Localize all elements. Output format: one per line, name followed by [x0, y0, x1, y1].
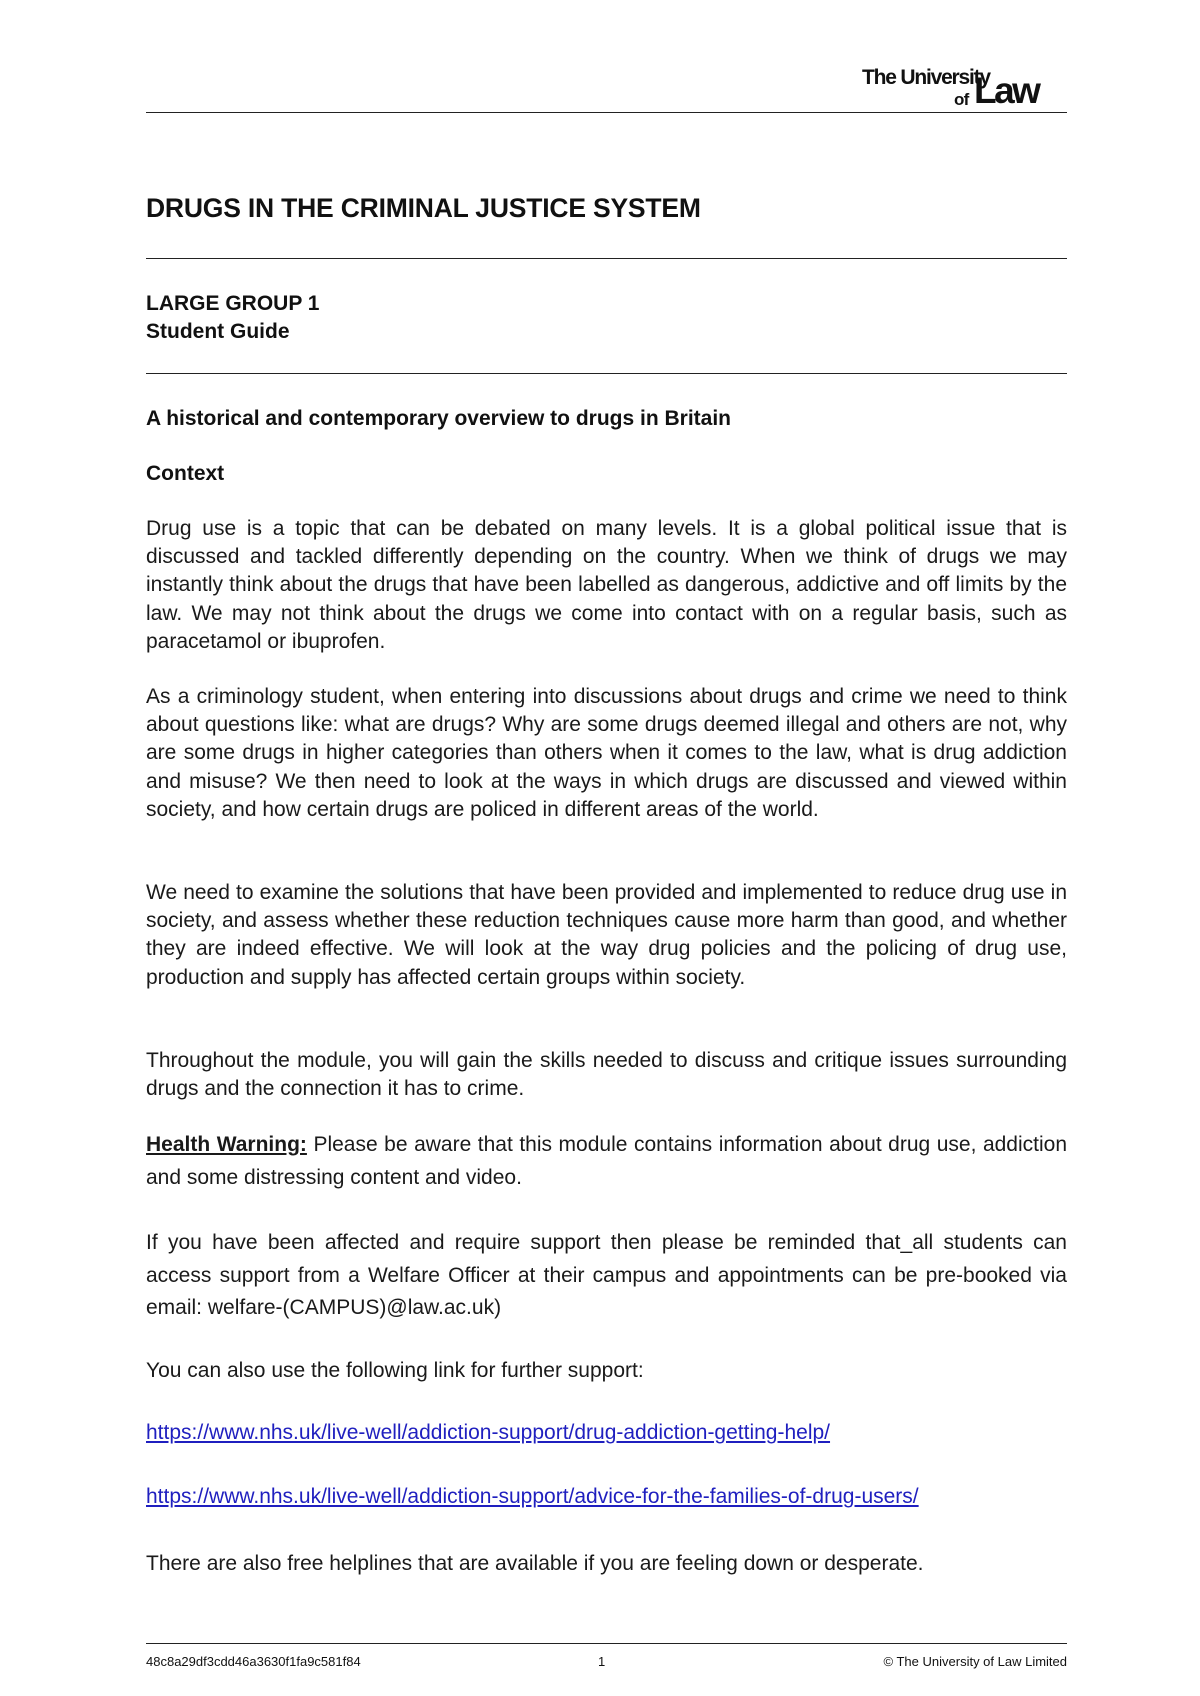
document-title: DRUGS IN THE CRIMINAL JUSTICE SYSTEM — [146, 193, 701, 223]
nhs-link-getting-help[interactable]: https://www.nhs.uk/live-well/addiction-support/drug-addiction-getting-help/ — [146, 1421, 831, 1444]
health-warning-text: Please be aware that this module contains information about drug use, addiction and some distressing content and video. — [146, 1133, 1068, 1189]
logo-line-1: The University — [862, 66, 990, 89]
paragraph-4: Throughout the module, you will gain the skills needed to discuss and critique issues surrounding drugs and the connection it has to crime. — [146, 1049, 1067, 1101]
paragraph-3: We need to examine the solutions that have been provided and implemented to reduce drug use in society, and assess whether these reduction techniques cause more harm than good, and whether they are indeed effective. We will look at the way drug policies and the policing of drug use, production and supply has affected certain groups within society. — [146, 881, 1067, 989]
health-warning-label: Health Warning: — [146, 1133, 307, 1156]
closing-paragraph: There are also free helplines that are available if you are feeling down or desperate. — [146, 1552, 924, 1575]
footer-document-id: 48c8a29df3cdd46a3630f1fa9c581f84 — [146, 1654, 361, 1669]
header-divider — [146, 112, 1067, 113]
footer-copyright: © The University of Law Limited — [883, 1654, 1067, 1669]
nhs-link-2-row — [146, 1485, 1067, 1509]
context-heading: Context — [146, 462, 225, 485]
subtitle-divider — [146, 373, 1067, 374]
nhs-link-families[interactable]: https://www.nhs.uk/live-well/addiction-support/advice-for-the-families-of-drug-users/ — [146, 1485, 919, 1508]
section-heading: A historical and contemporary overview to drugs in Britain — [146, 407, 732, 430]
subtitle-line-1: LARGE GROUP 1 — [146, 292, 320, 315]
footer-divider — [146, 1643, 1067, 1644]
paragraph-2: As a criminology student, when entering into discussions about drugs and crime we need to think about questions like: what are drugs? Why are some drugs deemed illegal and others are not, why are some drugs in higher categories than others when it comes to the law, what is drug addiction and misuse? We then need to look at the ways in which drugs are discussed and viewed within society, and how certain drugs are policed in different areas of the world. — [146, 685, 1067, 821]
title-divider — [146, 258, 1067, 259]
nhs-link-1-row — [146, 1421, 1067, 1445]
logo-line-3: Law — [974, 70, 1039, 111]
health-warning — [146, 1129, 1067, 1194]
paragraph-1: Drug use is a topic that can be debated on many levels. It is a global political issue that is discussed and tackled differently depending on the country. When we think of drugs we may instantly think about the drugs that have been labelled as dangerous, addictive and off limits by the law. We may not think about the drugs we come into contact with on a regular basis, such as paracetamol or ibuprofen. — [146, 517, 1067, 653]
link-intro: You can also use the following link for further support: — [146, 1359, 644, 1382]
university-logo — [862, 64, 1072, 110]
subtitle-line-2: Student Guide — [146, 320, 290, 343]
footer-page-number: 1 — [598, 1654, 606, 1669]
logo-line-2: of — [954, 90, 969, 109]
support-paragraph: If you have been affected and require support then please be reminded that_all students can access support from a Welfare Officer at their campus and appointments can be pre-booked via email: welfare-(CAMPUS)@law.ac.uk) — [146, 1231, 1067, 1319]
